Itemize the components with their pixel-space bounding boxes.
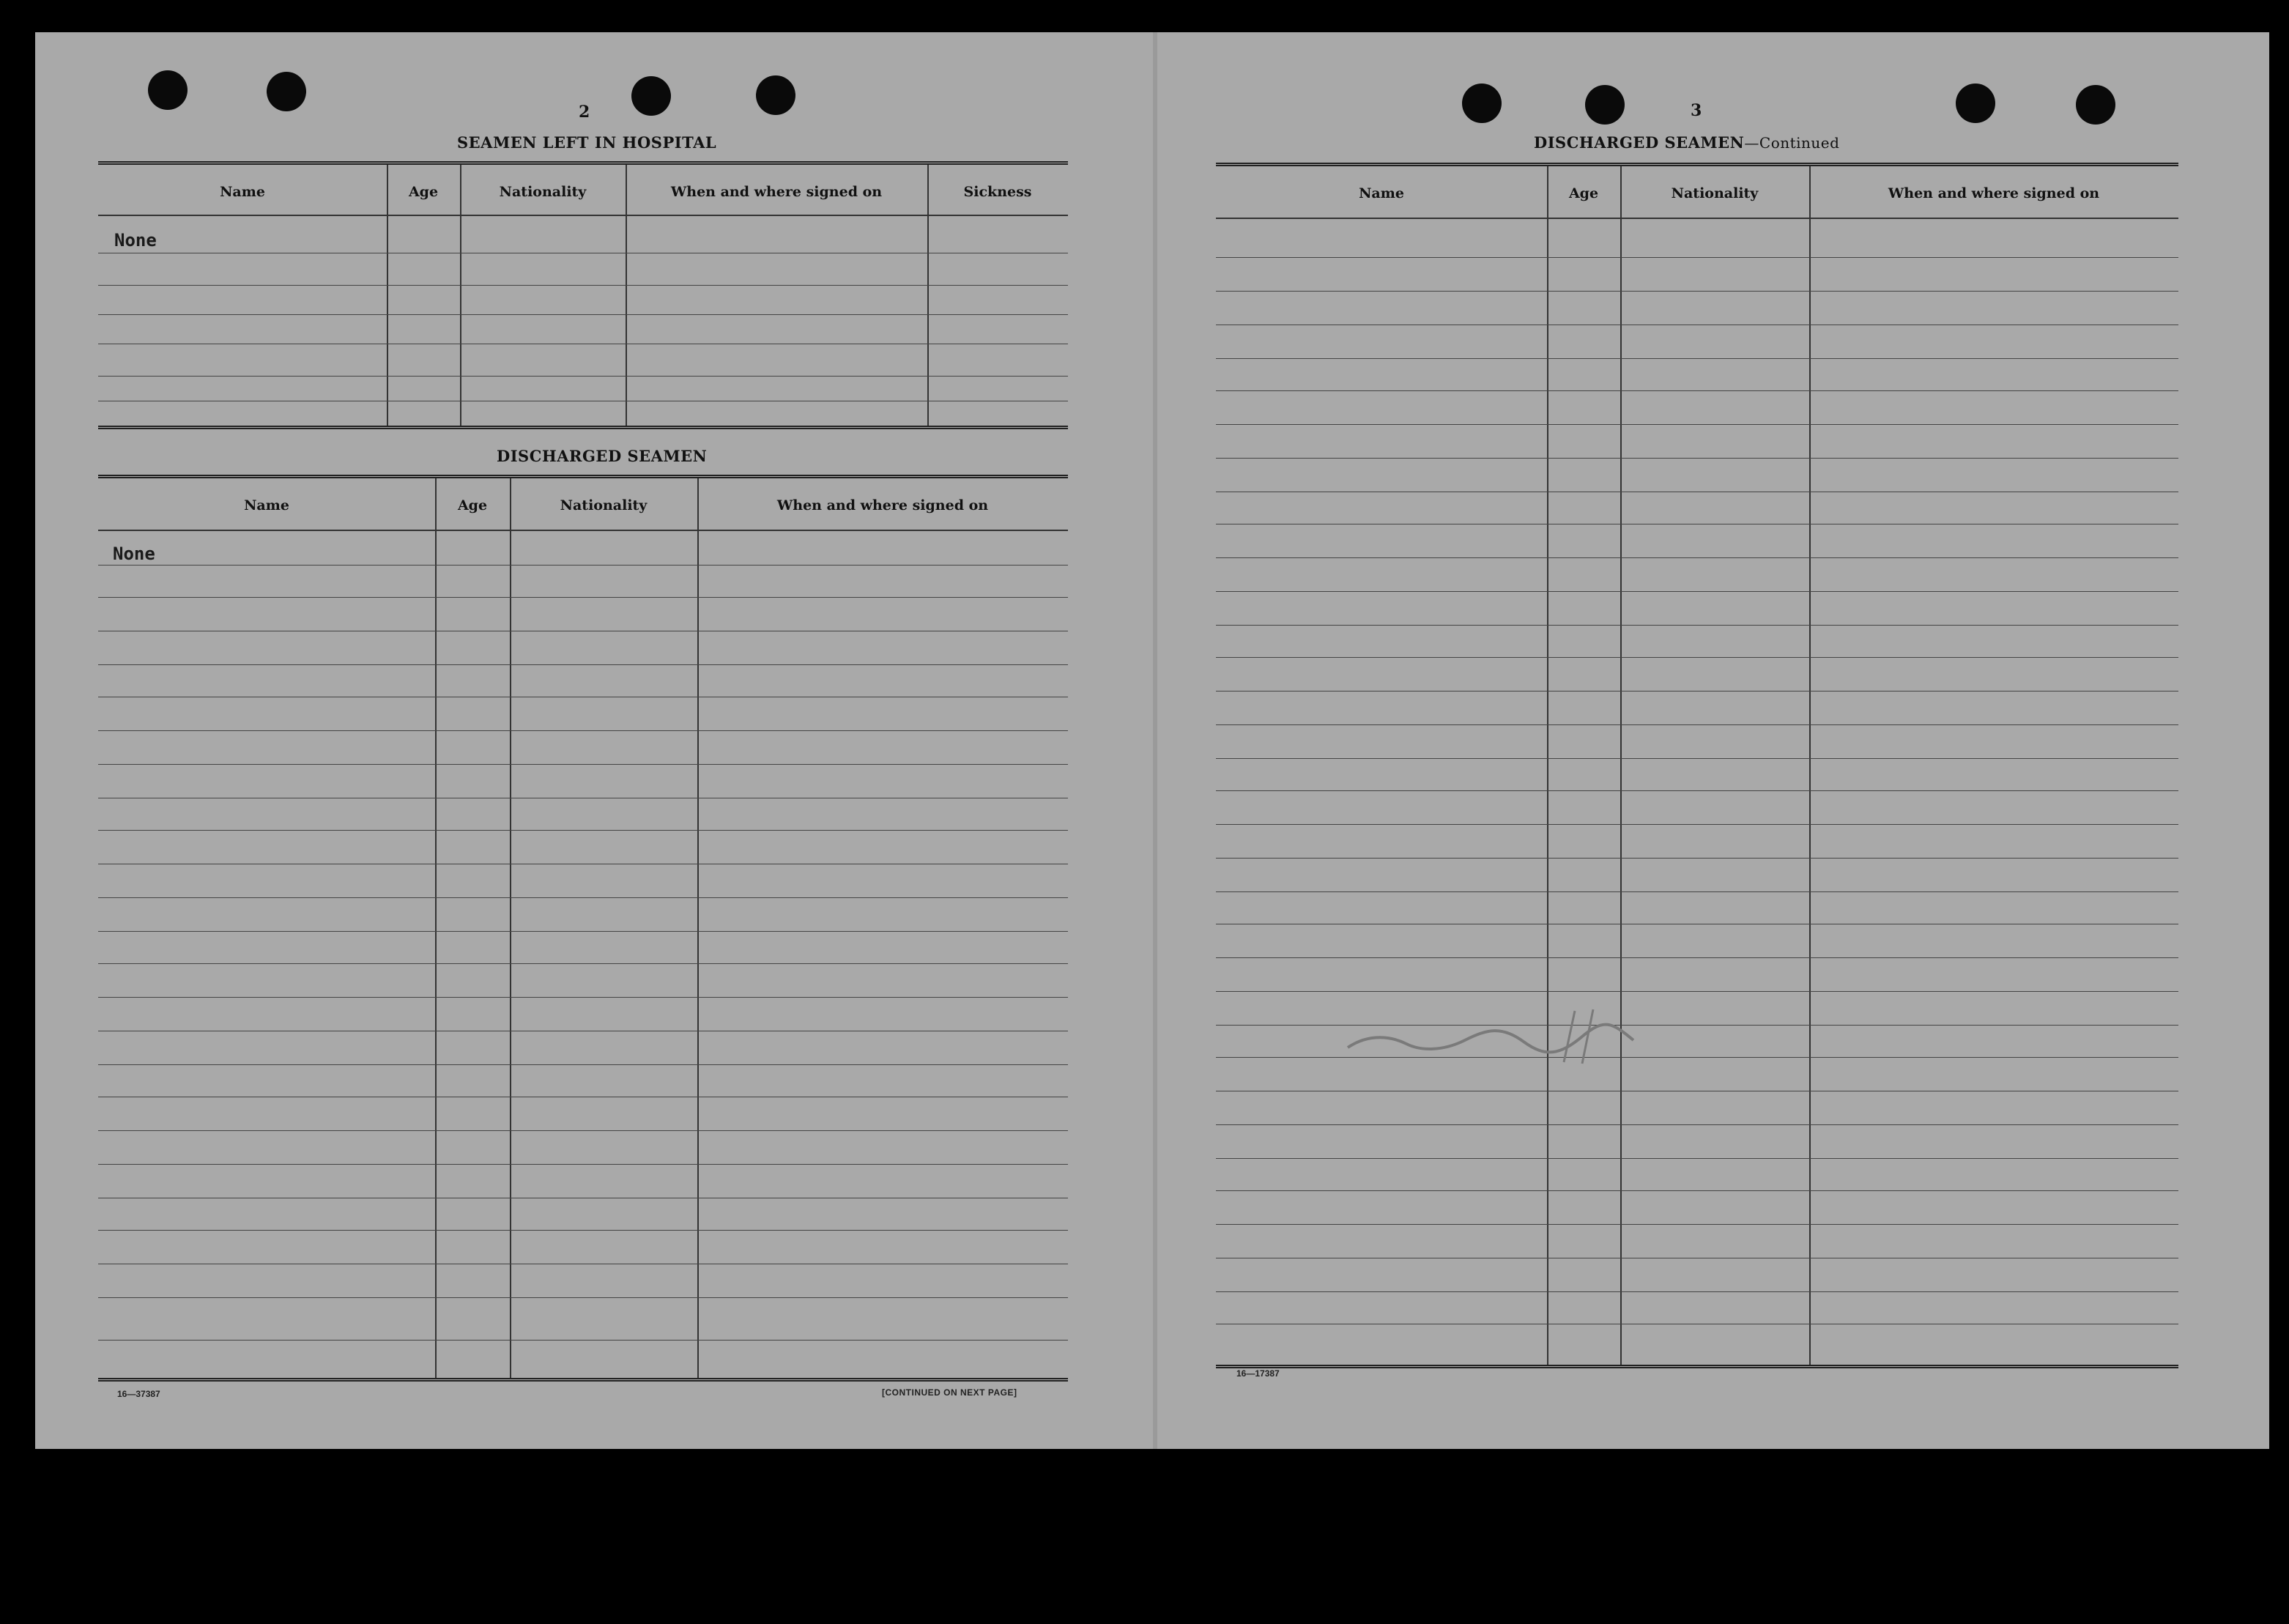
table-row [98,565,1068,566]
table-row [98,664,1068,665]
page-number: 2 [579,103,590,122]
punch-hole [1956,84,1995,123]
table-row [1216,1190,2178,1191]
table-row [98,597,1068,598]
table-row [98,764,1068,765]
table-row [98,1297,1068,1298]
form-number: 16—37387 [117,1389,160,1399]
discharged-continued-table [1216,163,2178,1368]
table-row [1216,991,2178,992]
table-row [1216,1291,2178,1292]
table-row [1216,1158,2178,1159]
punch-hole [631,76,671,116]
table-row [98,1340,1068,1341]
table-row [98,1064,1068,1065]
table-row [1216,1224,2178,1225]
section-title-discharged-continued: DISCHARGED SEAMEN—Continued [1534,133,1840,152]
section-title-hospital: SEAMEN LEFT IN HOSPITAL [457,133,717,152]
section-title-discharged: DISCHARGED SEAMEN [497,447,708,465]
hospital-table [98,161,1068,429]
punch-hole [267,72,306,111]
continued-note: [CONTINUED ON NEXT PAGE] [882,1387,1017,1398]
column-header-nationality: Nationality [560,497,648,513]
table-row [1216,724,2178,725]
table-row [1216,557,2178,558]
column-header-age: Age [457,497,488,513]
table-row [1216,257,2178,258]
table-row [1216,358,2178,359]
table-row [98,376,1068,377]
column-header-signed-on: When and where signed on [776,497,989,513]
punch-hole [1585,85,1625,125]
table-row [1216,858,2178,859]
table-row [1216,424,2178,425]
hospital-entry: None [114,230,157,251]
column-header-nationality: Nationality [499,184,587,200]
table-row [98,314,1068,315]
table-row [1216,891,2178,892]
column-header-age: Age [1568,185,1599,201]
table-row [1216,790,2178,791]
punch-hole [148,70,188,110]
column-header-sickness: Sickness [963,184,1032,200]
discharged-entry: None [113,544,155,564]
column-header-name: Name [244,497,289,513]
table-row [1216,957,2178,958]
table-row [1216,291,2178,292]
punch-hole [756,75,795,115]
column-header-name: Name [220,184,265,200]
punch-hole [2076,85,2115,125]
table-row [1216,390,2178,391]
table-row [1216,458,2178,459]
table-row [1216,657,2178,658]
form-number: 16—17387 [1236,1368,1280,1379]
column-header-name: Name [1359,185,1404,201]
column-header-nationality: Nationality [1671,185,1759,201]
page-fold [1153,32,1157,1449]
table-row [1216,691,2178,692]
table-row [98,830,1068,831]
column-header-age: Age [408,184,439,200]
table-row [1216,824,2178,825]
table-row [98,1230,1068,1231]
table-row [98,285,1068,286]
table-row [98,1130,1068,1131]
discharged-table [98,475,1068,1382]
column-header-signed-on: When and where signed on [670,184,883,200]
punch-hole [1462,84,1502,123]
table-row [1216,1124,2178,1125]
bleed-through-signature [1340,996,1648,1077]
page-number: 3 [1691,101,1702,120]
table-row [98,931,1068,932]
table-row [1216,591,2178,592]
table-row [98,997,1068,998]
column-header-signed-on: When and where signed on [1888,185,2100,201]
table-row [98,730,1068,731]
table-row [98,897,1068,898]
table-row [98,963,1068,964]
table-row [98,1164,1068,1165]
table-row [1216,758,2178,759]
table-row [1216,625,2178,626]
